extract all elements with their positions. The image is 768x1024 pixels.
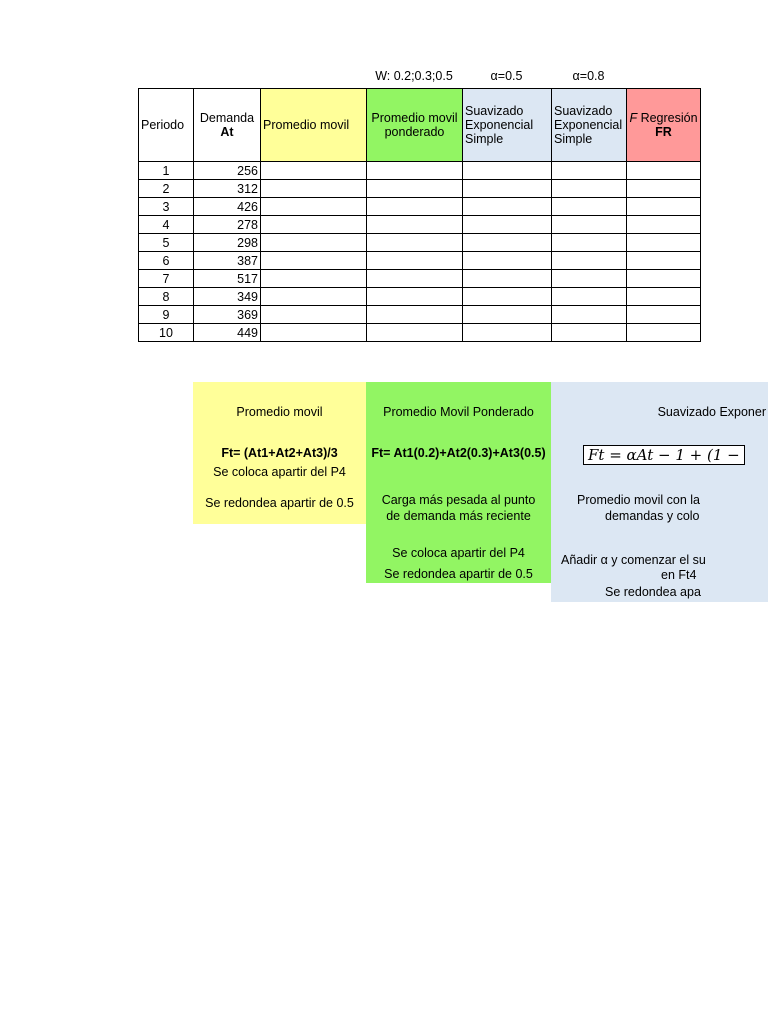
ponderado-cell[interactable] bbox=[367, 162, 463, 180]
note-promedio-movil-line1: Se coloca apartir del P4 bbox=[213, 465, 346, 479]
note-suavizado-formula-wrap bbox=[583, 445, 740, 465]
suavizado-2-cell[interactable] bbox=[552, 306, 627, 324]
note-suavizado-desc1: Promedio movil con la bbox=[577, 493, 700, 507]
table-row bbox=[139, 252, 701, 270]
note-ponderado-line2: Se redondea apartir de 0.5 bbox=[384, 567, 533, 581]
demanda-cell[interactable]: 312 bbox=[194, 180, 261, 198]
promedio-movil-cell[interactable] bbox=[261, 216, 367, 234]
periodo-cell[interactable]: 6 bbox=[139, 252, 194, 270]
alpha-label-1: α=0.5 bbox=[490, 69, 523, 83]
suavizado-2-cell[interactable] bbox=[552, 198, 627, 216]
demanda-cell[interactable]: 426 bbox=[194, 198, 261, 216]
note-suavizado-line1: Añadir α y comenzar el su bbox=[561, 553, 706, 567]
suavizado-1-cell[interactable] bbox=[463, 180, 552, 198]
note-suavizado bbox=[551, 382, 768, 602]
promedio-movil-cell[interactable] bbox=[261, 306, 367, 324]
suavizado-2-cell[interactable] bbox=[552, 324, 627, 342]
promedio-movil-cell[interactable] bbox=[261, 252, 367, 270]
ponderado-cell[interactable] bbox=[367, 288, 463, 306]
table-row bbox=[139, 162, 701, 180]
suavizado-2-cell[interactable] bbox=[552, 234, 627, 252]
table-row bbox=[139, 270, 701, 288]
header-demanda-sub: At bbox=[220, 125, 234, 139]
ponderado-cell[interactable] bbox=[367, 180, 463, 198]
table-row bbox=[139, 234, 701, 252]
regresion-cell[interactable] bbox=[627, 216, 701, 234]
note-promedio-movil bbox=[193, 382, 366, 524]
note-suavizado-title: Suavizado Exponer bbox=[657, 405, 766, 419]
table-row bbox=[139, 306, 701, 324]
ponderado-cell[interactable] bbox=[367, 252, 463, 270]
suavizado-1-cell[interactable] bbox=[463, 198, 552, 216]
regresion-cell[interactable] bbox=[627, 252, 701, 270]
periodo-cell[interactable]: 7 bbox=[139, 270, 194, 288]
note-promedio-movil-formula: Ft= (At1+At2+At3)/3 bbox=[221, 446, 338, 460]
promedio-movil-cell[interactable] bbox=[261, 270, 367, 288]
header-regresion-label bbox=[629, 111, 698, 125]
suavizado-2-cell[interactable] bbox=[552, 180, 627, 198]
suavizado-1-cell[interactable] bbox=[463, 324, 552, 342]
periodo-cell[interactable]: 8 bbox=[139, 288, 194, 306]
header-demanda-label: Demanda bbox=[199, 111, 255, 125]
header-demanda[interactable] bbox=[194, 89, 261, 162]
note-suavizado-line2: en Ft4 bbox=[661, 568, 697, 582]
demanda-cell[interactable]: 349 bbox=[194, 288, 261, 306]
ponderado-cell[interactable] bbox=[367, 306, 463, 324]
suavizado-1-cell[interactable] bbox=[463, 216, 552, 234]
periodo-cell[interactable]: 3 bbox=[139, 198, 194, 216]
promedio-movil-cell[interactable] bbox=[261, 288, 367, 306]
demanda-cell[interactable]: 369 bbox=[194, 306, 261, 324]
periodo-cell[interactable]: 5 bbox=[139, 234, 194, 252]
suavizado-2-cell[interactable] bbox=[552, 270, 627, 288]
suavizado-2-cell[interactable] bbox=[552, 288, 627, 306]
suavizado-2-cell[interactable] bbox=[552, 162, 627, 180]
note-promedio-movil-title: Promedio movil bbox=[236, 405, 323, 419]
note-ponderado bbox=[366, 382, 551, 583]
promedio-movil-cell[interactable] bbox=[261, 198, 367, 216]
ponderado-cell[interactable] bbox=[367, 216, 463, 234]
table-row bbox=[139, 180, 701, 198]
header-regresion-text: Regresión bbox=[637, 111, 698, 125]
demanda-cell[interactable]: 449 bbox=[194, 324, 261, 342]
note-ponderado-formula: Ft= At1(0.2)+At2(0.3)+At3(0.5) bbox=[371, 446, 546, 460]
regresion-cell[interactable] bbox=[627, 288, 701, 306]
regresion-cell[interactable] bbox=[627, 234, 701, 252]
demanda-cell[interactable]: 298 bbox=[194, 234, 261, 252]
promedio-movil-cell[interactable] bbox=[261, 324, 367, 342]
promedio-movil-cell[interactable] bbox=[261, 234, 367, 252]
suavizado-1-cell[interactable] bbox=[463, 288, 552, 306]
note-suavizado-line3: Se redondea apa bbox=[605, 585, 701, 599]
periodo-cell[interactable]: 9 bbox=[139, 306, 194, 324]
note-ponderado-title: Promedio Movil Ponderado bbox=[383, 405, 534, 419]
header-suavizado-2[interactable]: Suavizado Exponencial Simple bbox=[552, 89, 627, 162]
demanda-cell[interactable]: 278 bbox=[194, 216, 261, 234]
periodo-cell[interactable]: 2 bbox=[139, 180, 194, 198]
periodo-cell[interactable]: 10 bbox=[139, 324, 194, 342]
note-suavizado-formula: Ft = αAt − 1 + (1 − bbox=[583, 445, 745, 465]
regresion-cell[interactable] bbox=[627, 306, 701, 324]
ponderado-cell[interactable] bbox=[367, 234, 463, 252]
header-periodo[interactable]: Periodo bbox=[139, 89, 194, 162]
suavizado-1-cell[interactable] bbox=[463, 270, 552, 288]
ponderado-cell[interactable] bbox=[367, 198, 463, 216]
suavizado-1-cell[interactable] bbox=[463, 234, 552, 252]
suavizado-1-cell[interactable] bbox=[463, 306, 552, 324]
demanda-cell[interactable]: 387 bbox=[194, 252, 261, 270]
alpha-label-2: α=0.8 bbox=[572, 69, 605, 83]
regresion-cell[interactable] bbox=[627, 270, 701, 288]
header-regresion-prefix: F bbox=[629, 111, 638, 125]
regresion-cell[interactable] bbox=[627, 198, 701, 216]
suavizado-1-cell[interactable] bbox=[463, 252, 552, 270]
note-suavizado-desc2: demandas y colo bbox=[605, 509, 700, 523]
regresion-cell[interactable] bbox=[627, 162, 701, 180]
suavizado-2-cell[interactable] bbox=[552, 216, 627, 234]
header-promedio-movil[interactable]: Promedio movil bbox=[261, 89, 367, 162]
weights-label: W: 0.2;0.3;0.5 bbox=[375, 69, 453, 83]
ponderado-cell[interactable] bbox=[367, 324, 463, 342]
regresion-cell[interactable] bbox=[627, 324, 701, 342]
header-promedio-movil-ponderado[interactable]: Promedio movil ponderado bbox=[367, 89, 463, 162]
header-suavizado-1[interactable]: Suavizado Exponencial Simple bbox=[463, 89, 552, 162]
table-row bbox=[139, 216, 701, 234]
table-row bbox=[139, 198, 701, 216]
demanda-cell[interactable]: 256 bbox=[194, 162, 261, 180]
promedio-movil-cell[interactable] bbox=[261, 180, 367, 198]
header-regresion-sub: FR bbox=[655, 125, 672, 139]
forecast-table bbox=[138, 88, 701, 342]
promedio-movil-cell[interactable] bbox=[261, 162, 367, 180]
periodo-cell[interactable]: 4 bbox=[139, 216, 194, 234]
note-ponderado-desc: Carga más pesada al punto de demanda más reciente bbox=[381, 493, 536, 523]
ponderado-cell[interactable] bbox=[367, 270, 463, 288]
table-row bbox=[139, 288, 701, 306]
suavizado-1-cell[interactable] bbox=[463, 162, 552, 180]
demanda-cell[interactable]: 517 bbox=[194, 270, 261, 288]
note-ponderado-line1: Se coloca apartir del P4 bbox=[392, 546, 525, 560]
suavizado-2-cell[interactable] bbox=[552, 252, 627, 270]
header-regresion[interactable] bbox=[627, 89, 701, 162]
periodo-cell[interactable]: 1 bbox=[139, 162, 194, 180]
note-promedio-movil-line2: Se redondea apartir de 0.5 bbox=[205, 496, 354, 510]
regresion-cell[interactable] bbox=[627, 180, 701, 198]
table-row bbox=[139, 324, 701, 342]
